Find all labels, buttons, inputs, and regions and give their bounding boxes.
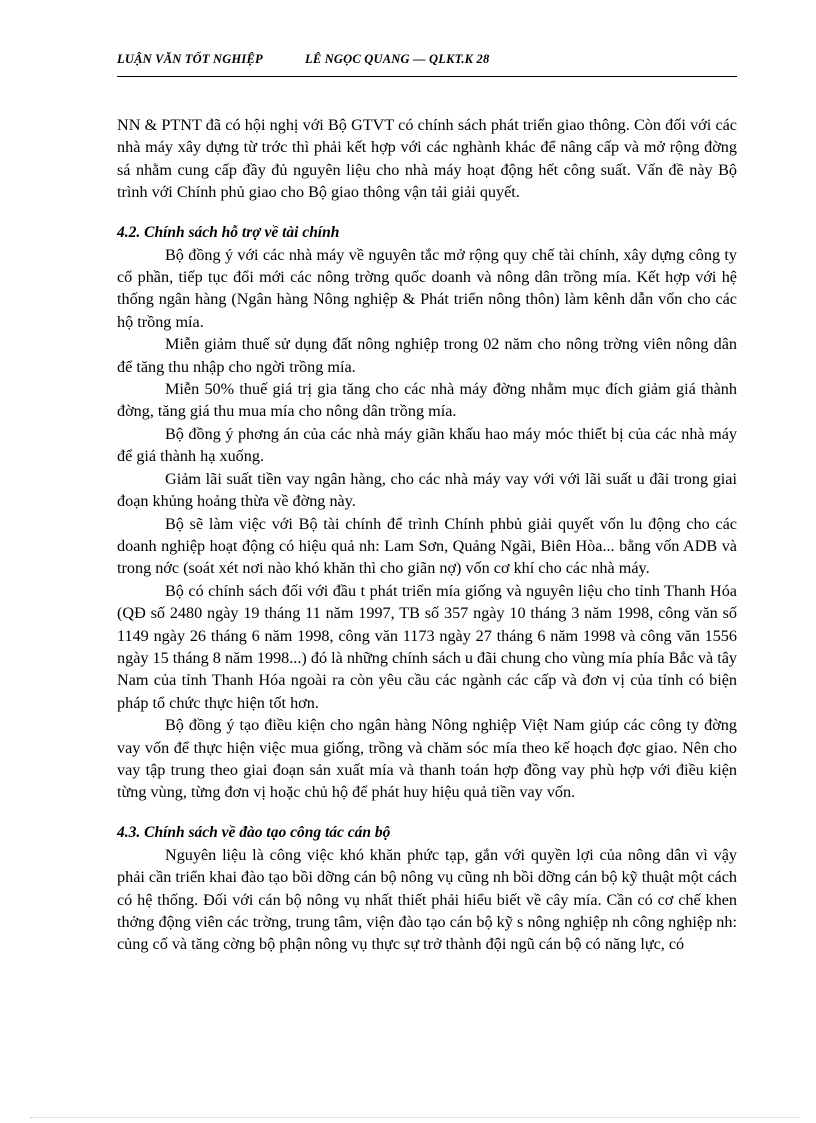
paragraph: Bộ đồng ý với các nhà máy về nguyên tắc mở rộng quy chế tài chính, xây dựng công ty cổ phần, tiếp tục đổi mới các nông trờng quốc doanh và nông dân trồng mía. Kết hợp với hệ thống ngân hàng (Ngân hàng Nông nghiệp & Phát triển nông thôn) làm kênh dẫn vốn cho các hộ trồng mía. [117,245,737,331]
section-heading-4-3: 4.3. Chính sách về đào tạo công tác cán bộ [117,823,391,841]
header-rule [117,76,737,77]
paragraph: Miễn 50% thuế giá trị gia tăng cho các nhà máy đờng nhằm mục đích giảm giá thành đờng, tăng giá thu mua mía cho nông dân trồng mía. [117,380,737,421]
document-body [117,114,737,956]
paragraph: Giảm lãi suất tiền vay ngân hàng, cho các nhà máy vay với với lãi suất u đãi trong giai đoạn khủng hoảng thừa về đờng này. [117,469,737,511]
paragraph: Bộ đồng ý tạo điều kiện cho ngân hàng Nông nghiệp Việt Nam giúp các công ty đờng vay vốn để thực hiện việc mua giống, trồng và chăm sóc mía theo kế hoạch đợc giao. Nên cho vay tập trung theo giai đoạn sản xuất mía và thanh toán hợp đồng vay phù hợp với điều kiện từng vùng, từng đơn vị hoặc chủ hộ để phát huy hiệu quả tiền vay vốn. [117,716,737,802]
page-bottom-border [30,1117,800,1118]
paragraph: Bộ sẽ làm việc với Bộ tài chính để trình Chính phbủ giải quyết vốn lu động cho các doanh nghiệp hoạt động có hiệu quả nh: Lam Sơn, Quảng Ngãi, Biên Hòa... bằng vốn ADB và trong nớc (soát xét nơi nào khó khăn thì cho giãn nợ) vốn cơ khí cho các nhà máy. [117,514,737,578]
paragraph-continuation: NN & PTNT đã có hội nghị với Bộ GTVT có chính sách phát triển giao thông. Còn đối với các nhà máy xây dựng từ trớc thì phải kết hợp với các nghành khác để nâng cấp và mở rộng đờng sá nhằm cung cấp đầy đủ nguyên liệu cho nhà máy hoạt động hết công suất. Vấn đề này Bộ trình với Chính phủ giao cho Bộ giao thông vận tải giải quyết. [117,116,737,202]
page-header [117,52,737,74]
paragraph: Nguyên liệu là công việc khó khăn phức tạp, gắn với quyền lợi của nông dân vì vậy phải cần triển khai đào tạo bồi dỡng cán bộ nông vụ cũng nh bồi dỡng cán bộ kỹ thuật một cách có hệ thống. Đối với cán bộ nông vụ nhất thiết phải hiểu biết về cây mía. Cần có cơ chế khen thởng động viên các trờng, trung tâm, viện đào tạo cán bộ kỹ s nông nghiệp nh công nghiệp nh: củng cố và tăng cờng bộ phận nông vụ thực sự trở thành đội ngũ cán bộ có năng lực, có [117,845,737,954]
header-author: LÊ NGỌC QUANG — QLKT.K 28 [305,52,490,66]
section-heading-4-2: 4.2. Chính sách hỗ trợ về tài chính [117,223,340,241]
paragraph: Miễn giảm thuế sử dụng đất nông nghiệp trong 02 năm cho nông trờng viên nông dân để tăng thu nhập cho ngời trồng mía. [117,335,737,376]
header-thesis-label: LUẬN VĂN TỐT NGHIỆP [117,52,263,66]
paragraph: Bộ có chính sách đối với đầu t phát triển mía giống và nguyên liệu cho tỉnh Thanh Hóa (QĐ số 2480 ngày 19 tháng 11 năm 1997, TB số 357 ngày 10 tháng 3 năm 1998, công văn số 1149 ngày 26 tháng 6 năm 1998, công văn 1173 ngày 27 tháng 6 năm 1998 và công văn 1556 ngày 15 tháng 8 năm 1998...) đó là những chính sách u đãi chung cho vùng mía phía Bắc và tây Nam của tỉnh Thanh Hóa ngoài ra còn yêu cầu các ngành các cấp và đơn vị của tỉnh có biện pháp tổ chức thực hiện tốt hơn. [117,581,737,712]
paragraph: Bộ đồng ý phơng án của các nhà máy giãn khấu hao máy móc thiết bị của các nhà máy để giá thành hạ xuống. [117,424,737,466]
